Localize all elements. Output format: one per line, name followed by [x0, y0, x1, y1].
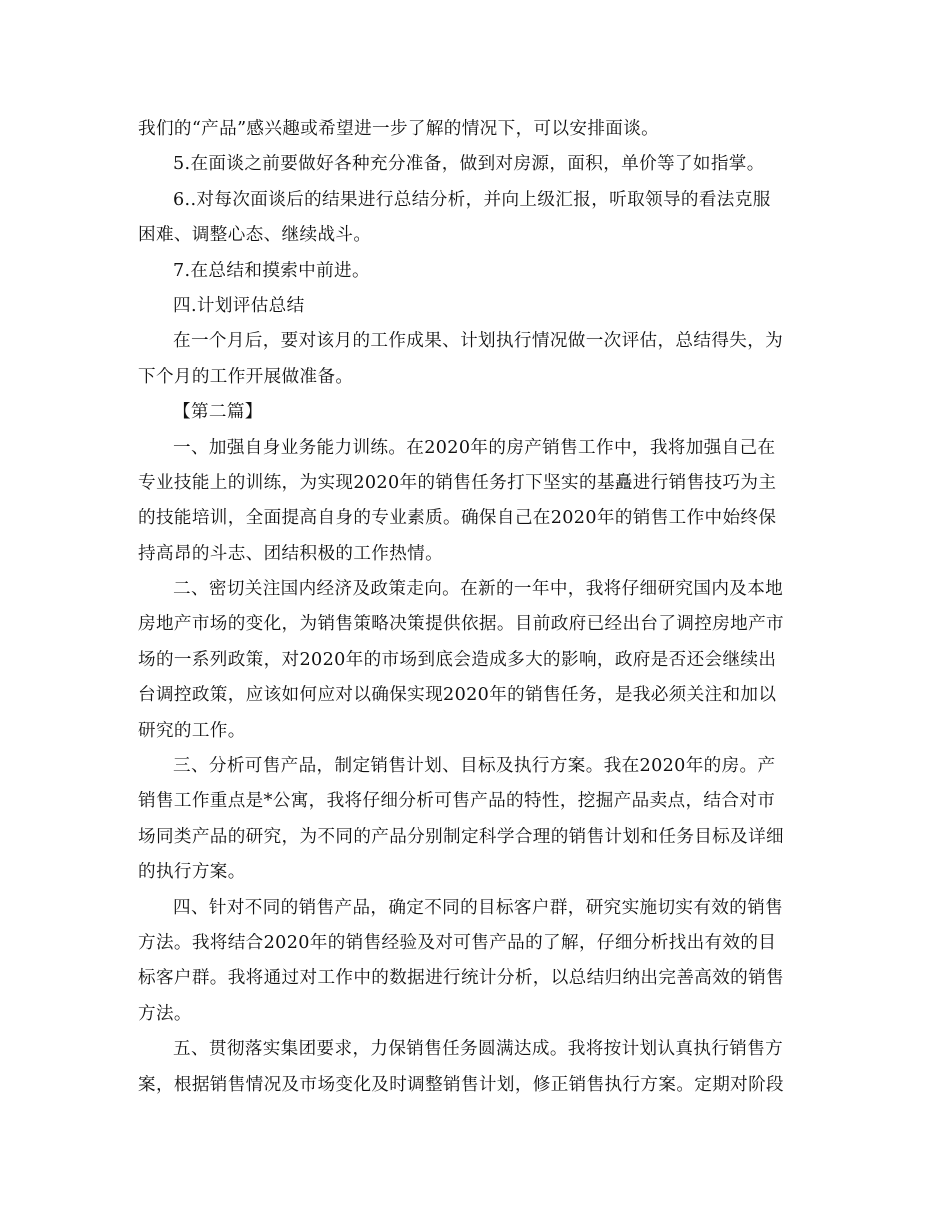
text-line: 五、贯彻落实集团要求，力保销售任务圆满达成。我将按计划认真执行销售方 — [173, 1039, 784, 1060]
text-line: 研究的工作。 — [138, 720, 246, 741]
text-line: 困难、调整心态、继续战斗。 — [138, 225, 372, 246]
text-line: 在一个月后，要对该月的工作成果、计划执行情况做一次评估，总结得失，为 — [173, 331, 784, 352]
text-line: 房地产市场的变化，为销售策略决策提供依据。目前政府已经出台了调控房地产市 — [138, 614, 784, 635]
text-line: 一、加强自身业务能力训练。在2020年的房产销售工作中，我将加强自己在 — [173, 437, 776, 458]
text-line: 5.在面谈之前要做好各种充分准备，做到对房源，面积，单价等了如指掌。 — [173, 154, 765, 175]
text-line: 的执行方案。 — [138, 862, 246, 883]
text-line: 销售工作重点是*公寓，我将仔细分析可售产品的特性，挖掘产品卖点，结合对市 — [138, 791, 776, 812]
text-line: 场的一系列政策，对2020年的市场到底会造成多大的影响，政府是否还会继续出 — [138, 649, 777, 670]
text-line: 三、分析可售产品，制定销售计划、目标及执行方案。我在2020年的房。产 — [173, 756, 776, 777]
document-body — [138, 112, 812, 1103]
text-line: 我们的“产品”感兴趣或希望进一步了解的情况下，可以安排面谈。 — [138, 119, 660, 139]
text-line: 四、针对不同的销售产品，确定不同的目标客户群，研究实施切实有效的销售 — [173, 897, 784, 918]
text-line: 方法。 — [138, 1003, 192, 1024]
text-line: 的技能培训，全面提高自身的专业素质。确保自己在2020年的销售工作中始终保 — [138, 508, 777, 529]
text-line: 持高昂的斗志、团结积极的工作热情。 — [138, 543, 444, 564]
part-heading: 【第二篇】 — [173, 402, 263, 423]
text-line: 二、密切关注国内经济及政策走向。在新的一年中，我将仔细研究国内及本地 — [173, 579, 784, 600]
text-line: 场同类产品的研究，为不同的产品分别制定科学合理的销售计划和任务目标及详细 — [138, 826, 784, 847]
text-line: 台调控政策，应该如何应对以确保实现2020年的销售任务，是我必须关注和加以 — [138, 685, 777, 706]
text-line: 下个月的工作开展做准备。 — [138, 366, 354, 387]
text-line: 案，根据销售情况及市场变化及时调整销售计划，修正销售执行方案。定期对阶段 — [138, 1074, 784, 1095]
text-line: 7.在总结和摸索中前进。 — [173, 260, 370, 281]
text-line: 专业技能上的训练，为实现2020年的销售任务打下坚实的基矗进行销售技巧为主 — [138, 472, 777, 493]
text-line: 标客户群。我将通过对工作中的数据进行统计分析，以总结归纳出完善高效的销售 — [138, 968, 784, 989]
text-line: 方法。我将结合2020年的销售经验及对可售产品的了解，仔细分析找出有效的目 — [138, 932, 777, 953]
section-heading: 四.计划评估总结 — [173, 295, 305, 316]
text-line: 6..对每次面谈后的结果进行总结分析，并向上级汇报，听取领导的看法克服 — [173, 189, 771, 210]
